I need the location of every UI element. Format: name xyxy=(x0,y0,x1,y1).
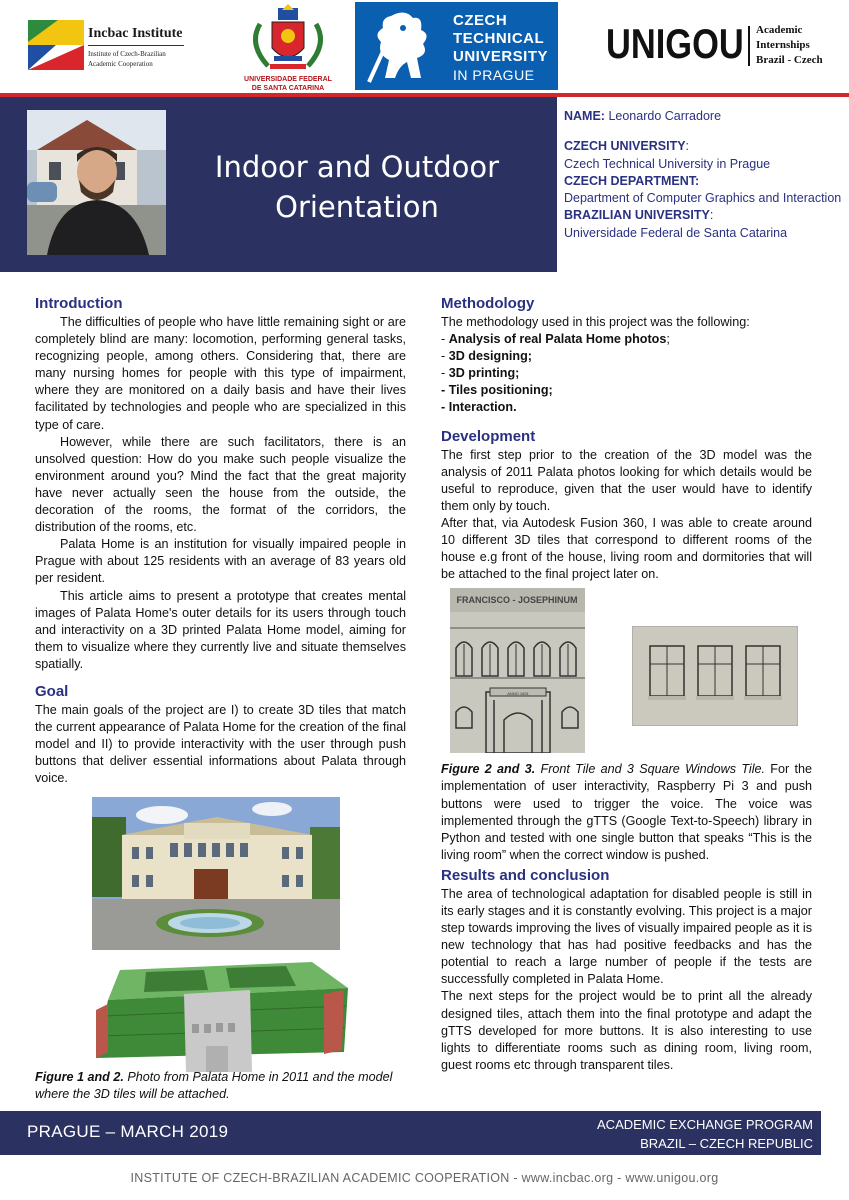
ufsc-name-line-2: DE SANTA CATARINA xyxy=(251,85,325,92)
incbac-name: Incbac Institute xyxy=(88,26,183,41)
czech-university-row xyxy=(564,138,842,155)
footer-program xyxy=(597,1115,813,1153)
palata-home-building-image xyxy=(92,797,340,950)
czech-university-label: CZECH UNIVERSITY xyxy=(564,139,686,154)
methodology-item-1: - Analysis of real Palata Home photos; xyxy=(441,332,670,347)
incbac-subtitle-2: Academic Cooperation xyxy=(88,60,153,68)
development-paragraph-3 xyxy=(441,761,812,864)
front-tile-figure xyxy=(450,588,585,753)
logo-bar xyxy=(0,0,849,96)
incbac-divider xyxy=(88,45,184,46)
cvut-name-line-3: UNIVERSITY xyxy=(453,48,549,65)
interactivity-text: For the implementation of user interactivity, Raspberry Pi 3 and push buttons were used to trigger the voice. The voice was implemented through the gTTS (Google Text-to-Speech) library in Python and tested with one single button that speaks “This is the living room” when the correct window is pushed. xyxy=(441,762,812,862)
name-value: Leonardo Carradore xyxy=(604,109,722,123)
introduction-paragraph-4: This article aims to present a prototype that creates mental images of Palata Home's outer details for its users through touch and interactivity on a 3D printed Palata Home model, aiming for them to visualize where they currently live and situate themselves spatially. xyxy=(35,588,406,671)
figure-1-caption-text: Photo from Palata Home in 2011 and the model where the 3D tiles will be attached. xyxy=(35,1070,393,1101)
czech-brazil-flag-icon xyxy=(28,20,84,70)
methodology-item-5: - Interaction. xyxy=(441,400,517,415)
ufsc-name-line-1: UNIVERSIDADE FEDERAL xyxy=(244,76,332,83)
cvut-name-line-4: IN PRAGUE xyxy=(453,67,535,83)
incbac-logo xyxy=(28,20,188,72)
development-heading: Development xyxy=(441,427,536,445)
brazilian-university-row xyxy=(564,207,842,224)
czech-department-label: CZECH DEPARTMENT: xyxy=(564,173,700,188)
brazilian-university-label: BRAZILIAN UNIVERSITY xyxy=(564,208,710,223)
introduction-heading: Introduction xyxy=(35,295,123,312)
unigou-tagline-1: Academic xyxy=(756,24,803,36)
unigou-logo xyxy=(606,18,836,74)
footer-location-date: PRAGUE – MARCH 2019 xyxy=(27,1122,229,1141)
poster-title-line-1: Indoor and Outdoor xyxy=(214,150,500,184)
figure-1-caption-label: Figure 1 and 2. xyxy=(35,1070,124,1084)
palata-home-3d-model xyxy=(86,948,350,1072)
unigou-wordmark: UNIGOU xyxy=(606,20,744,67)
ufsc-logo xyxy=(238,4,338,94)
methodology-intro: The methodology used in this project was the following: xyxy=(441,315,750,329)
goal-heading: Goal xyxy=(35,682,69,700)
footer-program-line-2: BRAZIL – CZECH REPUBLIC xyxy=(640,1136,813,1151)
czech-department-value: Department of Computer Graphics and Interaction xyxy=(564,191,842,206)
poster-title-line-2: Orientation xyxy=(275,190,439,224)
incbac-subtitle-1: Institute of Czech-Brazilian xyxy=(88,50,166,58)
methodology-heading: Methodology xyxy=(441,295,535,312)
lion-emblem-icon xyxy=(361,8,443,86)
name-label: NAME: xyxy=(564,109,605,123)
introduction-paragraph-2: However, while there are such facilitators, there is an unsolved question: How do you make such people visualize the environment around you? Mind the fact that the great majority have never actually seen the house from the outside, the decoration of the rooms, the format of the corridors, the distribution of the rooms, etc. xyxy=(35,434,406,535)
windows-tile-figure xyxy=(632,626,798,726)
development-paragraph-1: The first step prior to the creation of the 3D model was the analysis of 2011 Palata photos looking for which details would be useful to reproduce, given that the user would have to identify them only by touch. xyxy=(441,447,812,513)
3d-model-render-image xyxy=(86,948,350,1072)
czech-university-value: Czech Technical University in Prague xyxy=(564,156,771,171)
footer-program-line-1: ACADEMIC EXCHANGE PROGRAM xyxy=(597,1117,813,1132)
left-column xyxy=(35,294,406,787)
goal-paragraph: The main goals of the project are I) to create 3D tiles that match the current appearance of Palata Home for the creation of the final model and II) to provide interactivity with the user through push buttons that deliver essential informations about Palata through voice. xyxy=(35,702,406,786)
front-tile-sign: FRANCISCO - JOSEPHINUM xyxy=(456,595,578,605)
cvut-name-line-1: CZECH xyxy=(453,12,508,29)
brazilian-university-colon: : xyxy=(709,208,714,223)
figure-2-caption-label: Figure 2 and 3. xyxy=(441,762,536,777)
ufsc-crest-icon xyxy=(238,4,338,76)
author-photo xyxy=(27,110,166,255)
square-windows-tile-image xyxy=(632,626,798,726)
results-heading: Results and conclusion xyxy=(441,866,610,884)
author-name-row xyxy=(564,108,842,125)
methodology-item-2: - 3D designing; xyxy=(441,349,532,364)
cvut-name-line-2: TECHNICAL xyxy=(453,30,545,47)
results-paragraph-2: The next steps for the project would be to print all the already designed tiles, attach them into the final prototype and adapt the gTTS developed for more buttons. It is also interesting to use lights to differentiate rooms such as dining room, living room, guest rooms etc through transparent tiles. xyxy=(441,989,812,1072)
author-portrait-image xyxy=(27,110,166,255)
poster-title xyxy=(190,147,524,227)
front-tile-door-sign: ANNO 1891 xyxy=(507,691,529,696)
unigou-tagline-2: Internships xyxy=(756,39,810,51)
front-tile-image xyxy=(450,588,585,753)
unigou-divider xyxy=(748,26,750,66)
author-info xyxy=(564,108,842,242)
methodology-item-3: - 3D printing; xyxy=(441,366,520,381)
figure-2-caption-text: Front Tile and 3 Square Windows Tile. xyxy=(535,762,766,777)
introduction-paragraph-1: The difficulties of people who have little remaining sight or are completely blind are many: locomotion, performing general tasks, recognizing people, among others. Considering that, there are many nursing homes for people with this type of impairment, where they are monitored on a daily basis and have their lives facilitated by technologies and people who are specialized in this type of care. xyxy=(35,315,406,432)
cvut-logo xyxy=(355,2,558,90)
development-paragraph-2: After that, via Autodesk Fusion 360, I was able to create around 10 different 3D tiles that correspond to different rooms of the house e.g front of the house, living room and dormitories that will be attached to the final project later on. xyxy=(441,515,812,582)
brazilian-university-value: Universidade Federal de Santa Catarina xyxy=(564,225,788,240)
footer-institute-links: INSTITUTE OF CZECH-BRAZILIAN ACADEMIC COOPERATION - www.incbac.org - www.unigou.org xyxy=(130,1171,719,1185)
palata-home-photo xyxy=(92,797,340,950)
czech-university-colon: : xyxy=(685,139,690,154)
unigou-tagline-3: Brazil - Czech xyxy=(756,54,823,66)
introduction-paragraph-3: Palata Home is an institution for visually impaired people in Prague with about 125 residents with an average of 83 years old per resident. xyxy=(35,537,406,586)
results-paragraph-1: The area of technological adaptation for disabled people is still in its early stages and it is constantly evolving. This project is a major step towards improving the lives of visually impaired people as it is new technology that has had positive feedbacks and has the potential to reach a large number of people if the tests are successfully completed in Palata Home. xyxy=(441,886,812,987)
figure-1-caption xyxy=(35,1069,406,1103)
methodology-item-4: - Tiles positioning; xyxy=(441,383,553,398)
